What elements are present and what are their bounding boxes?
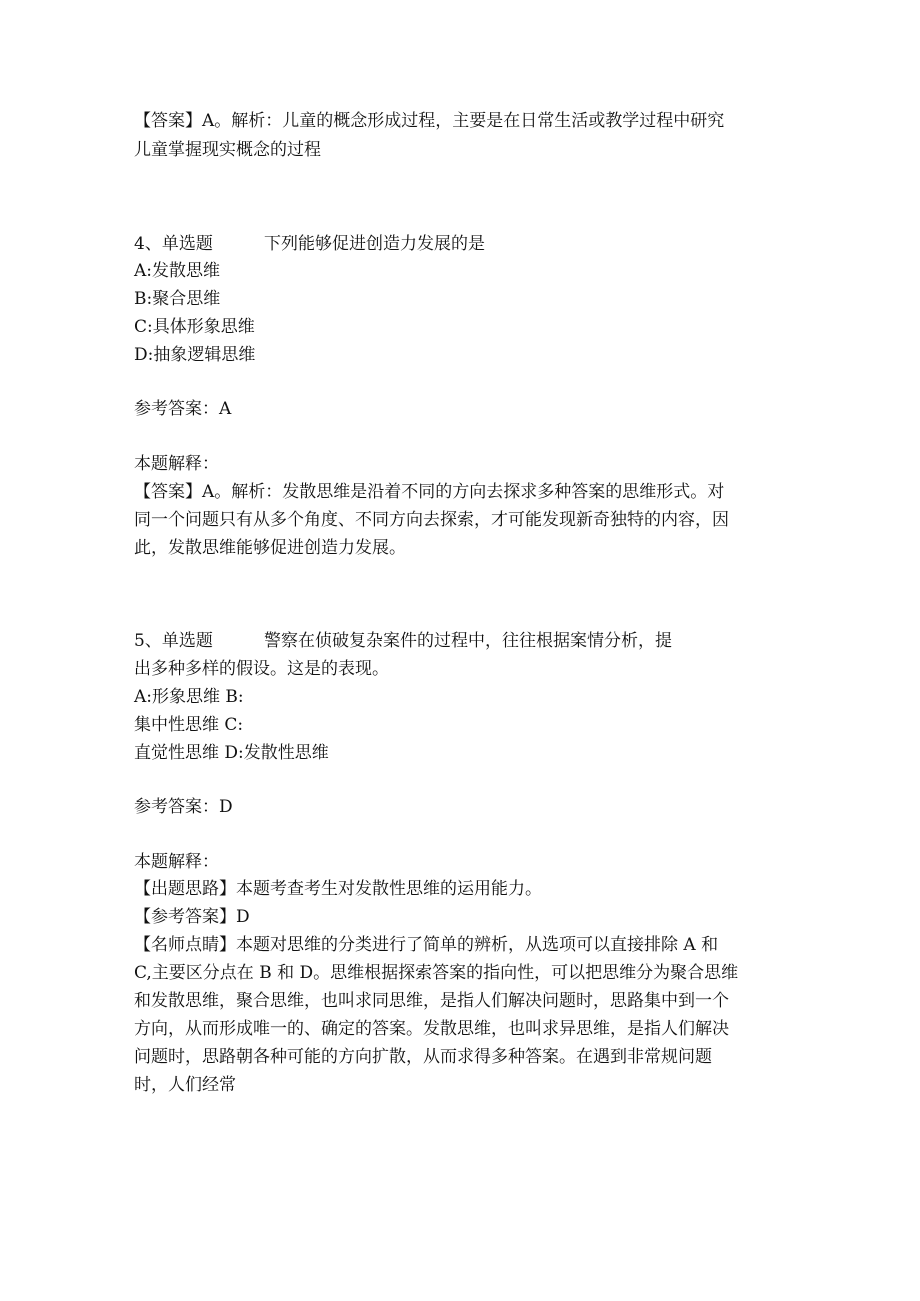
q4-option-d: D:抽象逻辑思维 [134, 345, 256, 365]
q5-explanation-line-4: C,主要区分点在 B 和 D。思维根据探索答案的指向性，可以把思维分为聚合思维 [134, 963, 739, 983]
q4-answer: 参考答案：A [134, 399, 232, 419]
q5-explanation-line-8: 时，人们经常 [134, 1075, 236, 1095]
q5-option-line-3: 直觉性思维 D:发散性思维 [134, 743, 329, 763]
q5-answer: 参考答案：D [134, 797, 233, 817]
q4-explanation-line-3: 此，发散思维能够促进创造力发展。 [134, 538, 406, 558]
q4-option-c: C:具体形象思维 [134, 317, 255, 337]
prev-explanation-line-2: 儿童掌握现实概念的过程 [134, 140, 321, 160]
q5-number-type: 5、单选题 [134, 631, 213, 651]
q4-header [134, 233, 485, 255]
q5-explanation-line-7: 问题时，思路朝各种可能的方向扩散，从而求得多种答案。在遇到非常规问题 [134, 1047, 712, 1067]
q4-explanation-heading: 本题解释： [134, 454, 219, 474]
q5-explanation-line-3: 【名师点睛】本题对思维的分类进行了简单的辨析，从选项可以直接排除 A 和 [134, 935, 719, 955]
q5-explanation-line-2: 【参考答案】D [134, 907, 250, 927]
q5-option-line-1: A:形象思维 B: [134, 687, 244, 707]
q5-option-line-2: 集中性思维 C: [134, 715, 244, 735]
q5-explanation-line-1: 【出题思路】本题考查考生对发散性思维的运用能力。 [134, 879, 542, 899]
q5-explanation-line-5: 和发散思维，聚合思维，也叫求同思维，是指人们解决问题时，思路集中到一个 [134, 991, 729, 1011]
prev-explanation-line-1: 【答案】A。解析：儿童的概念形成过程，主要是在日常生活或教学过程中研究 [134, 111, 725, 131]
q5-explanation-heading: 本题解释： [134, 852, 219, 872]
q5-header [134, 630, 672, 652]
q4-explanation-line-1: 【答案】A。解析：发散思维是沿着不同的方向去探求多种答案的思维形式。对 [134, 482, 725, 502]
q4-option-a: A:发散思维 [134, 261, 221, 281]
q5-stem-line-1: 警察在侦破复杂案件的过程中，往往根据案情分析，提 [264, 631, 672, 651]
q5-explanation-line-6: 方向，从而形成唯一的、确定的答案。发散思维，也叫求异思维，是指人们解决 [134, 1019, 729, 1039]
q5-stem-line-2: 出多种多样的假设。这是的表现。 [134, 659, 389, 679]
q4-explanation-line-2: 同一个问题只有从多个角度、不同方向去探索，才可能发现新奇独特的内容，因 [134, 510, 729, 530]
q4-stem: 下列能够促进创造力发展的是 [264, 234, 485, 254]
q4-option-b: B:聚合思维 [134, 289, 221, 309]
q4-number-type: 4、单选题 [134, 234, 213, 254]
